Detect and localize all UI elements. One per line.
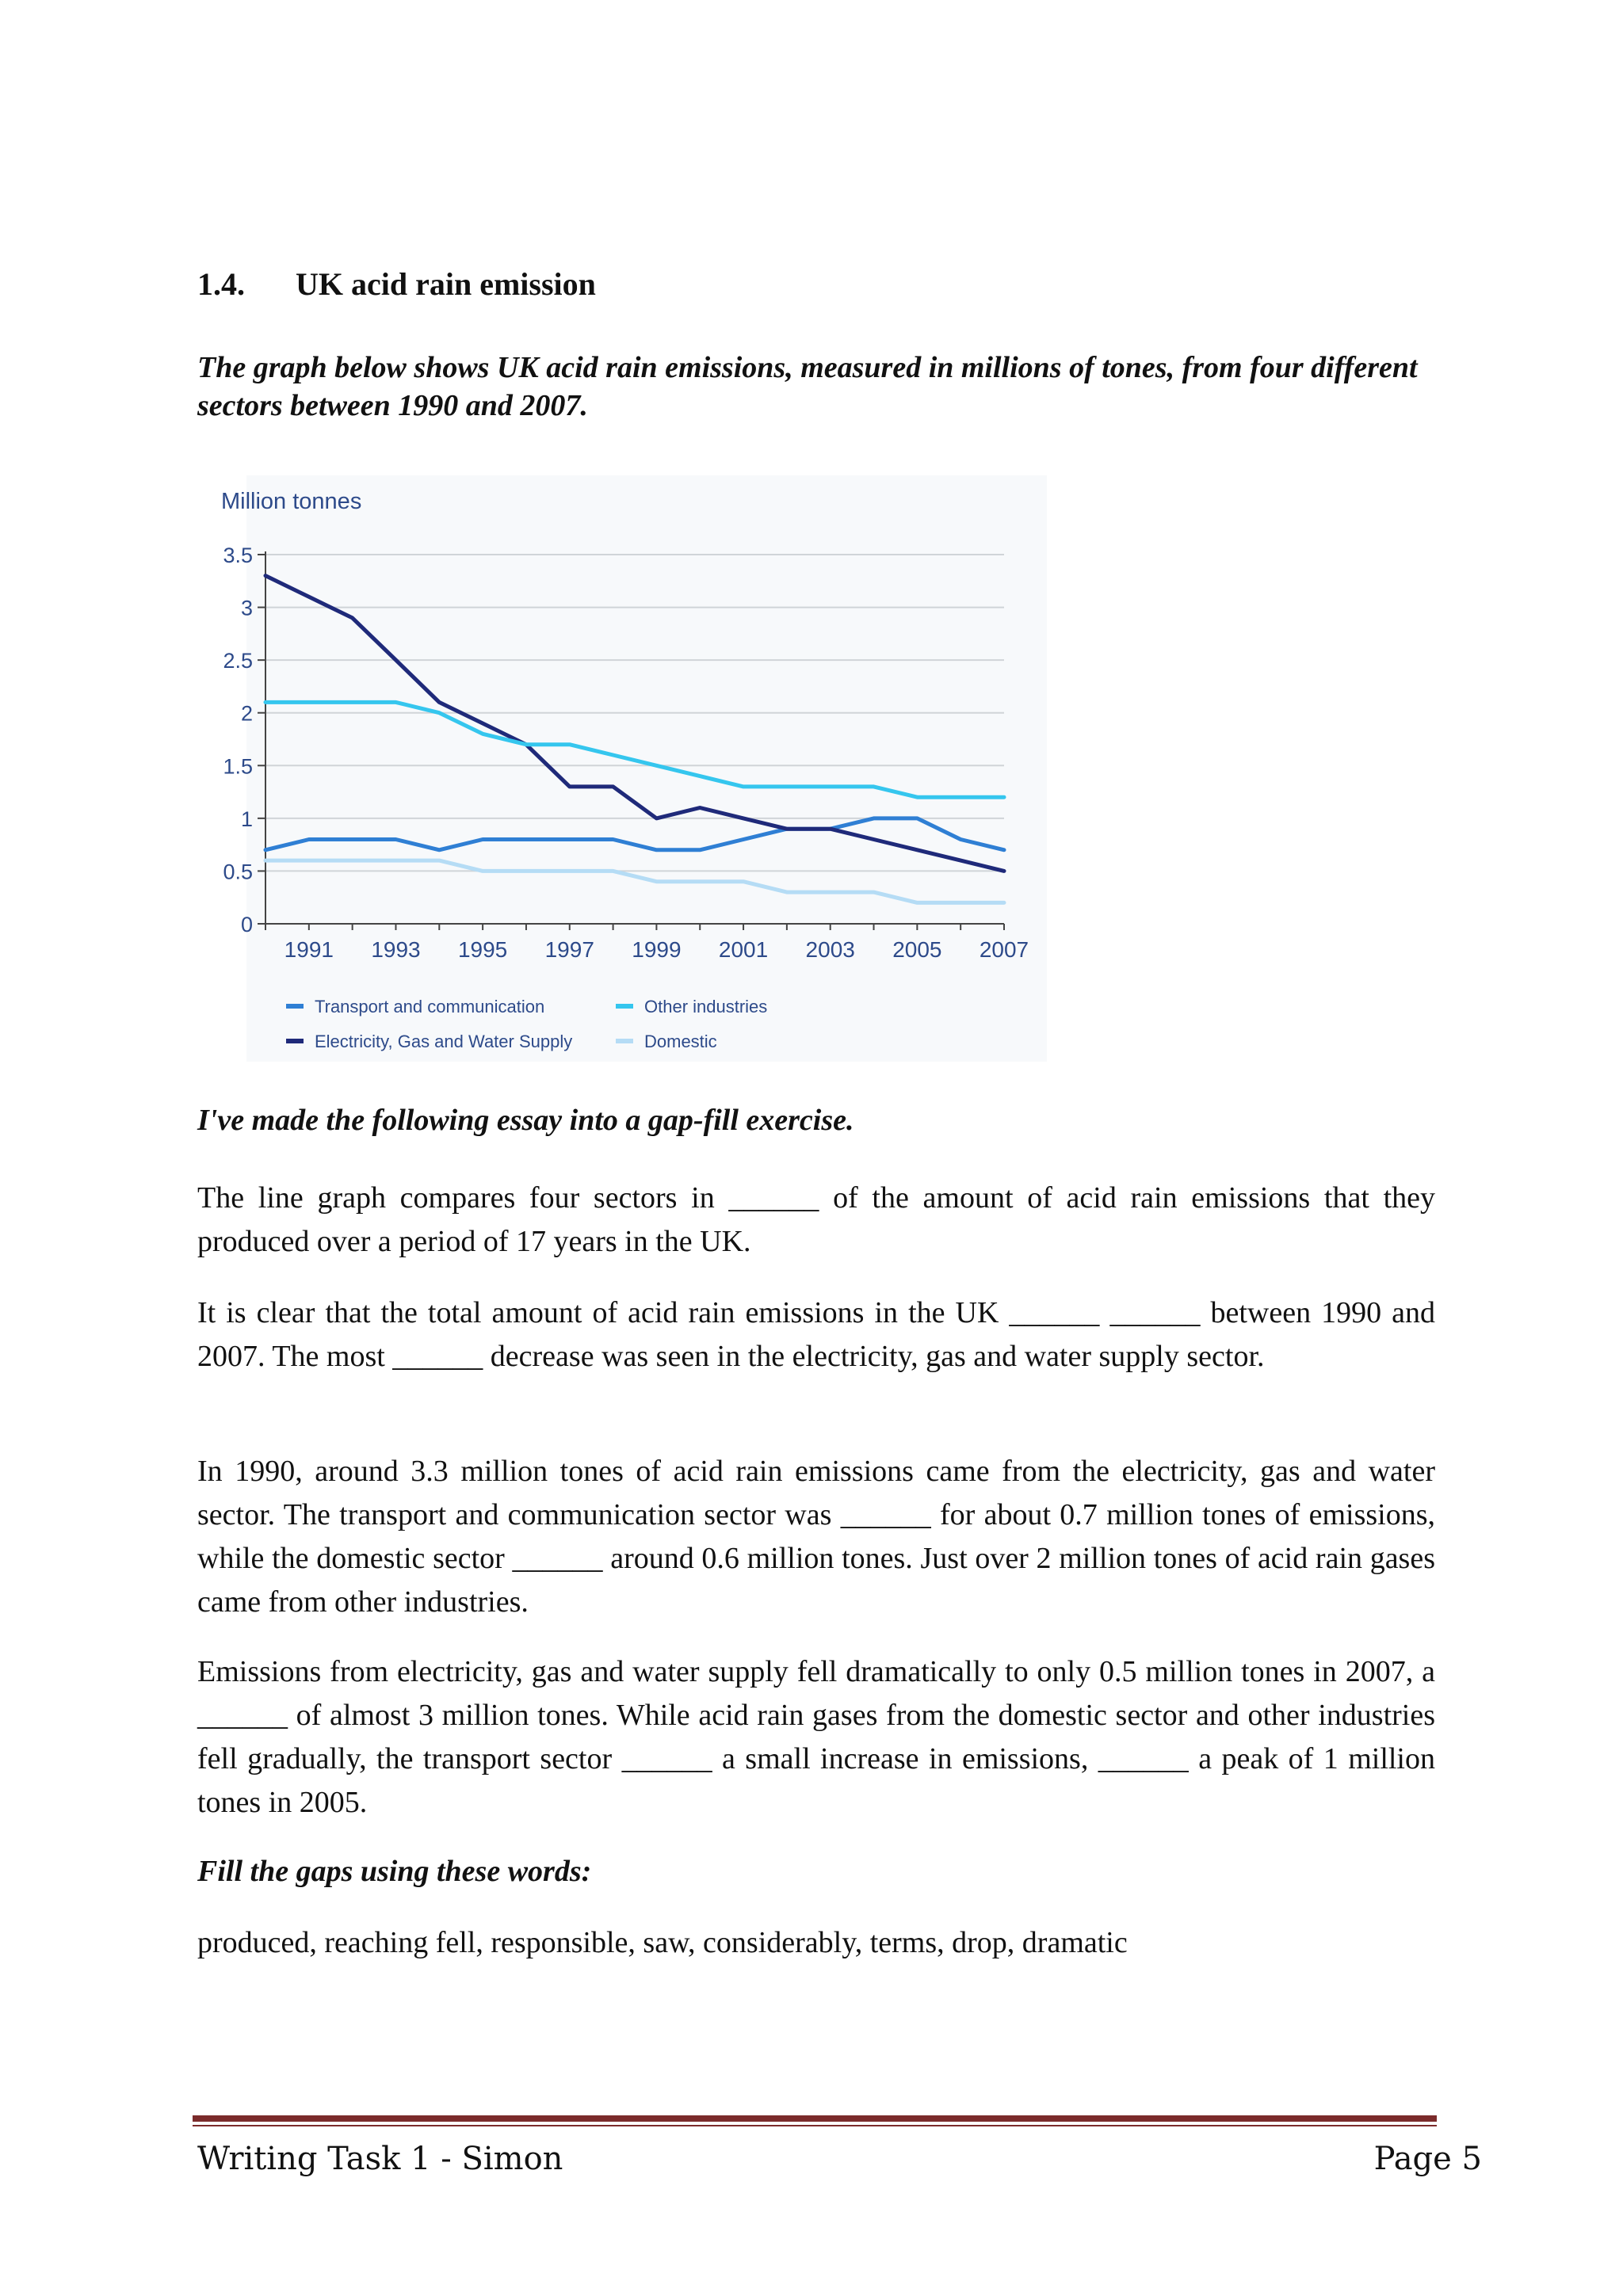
essay-paragraph-4: Emissions from electricity, gas and water supply fell dramatically to only 0.5 million tones in 2007, a ______ of almost 3 million tones. While acid rain gases from the domestic sector and other industries fell gradually, the transport sector ______ a small increase in emissions, ______ a peak of 1 million tones in 2005. <box>197 1655 1435 1819</box>
y-tick-label: 3 <box>240 596 253 620</box>
y-tick-label: 3.5 <box>223 543 253 567</box>
page-number: Page 5 <box>1373 2141 1482 2177</box>
x-tick-label: 1991 <box>284 937 334 962</box>
legend-label: Transport and communication <box>315 997 545 1016</box>
section-title: UK acid rain emission <box>296 266 596 302</box>
chart-svg <box>197 475 1053 1062</box>
task-prompt: The graph below shows UK acid rain emissions, measured in millions of tones, from four different sectors between 1990 and 2007. <box>197 351 1418 422</box>
x-tick-label: 1993 <box>371 937 421 962</box>
x-tick-label: 2005 <box>892 937 942 962</box>
footer-rule-thin <box>193 2125 1437 2126</box>
essay-paragraph-2: It is clear that the total amount of acid rain emissions in the UK ______ ______ between 1990 and 2007. The most ______ decrease was seen in the electricity, gas and water supply sector. <box>197 1296 1435 1373</box>
x-tick-label: 1997 <box>544 937 594 962</box>
fill-heading: Fill the gaps using these words: <box>197 1855 592 1888</box>
legend-label: Other industries <box>644 997 768 1016</box>
y-tick-label: 2.5 <box>223 649 253 673</box>
section-heading <box>197 265 596 303</box>
chart-background <box>246 475 1047 1062</box>
y-tick-label: 1.5 <box>223 754 253 779</box>
x-tick-label: 2007 <box>979 937 1029 962</box>
footer-rule <box>193 2115 1437 2122</box>
exercise-note: I've made the following essay into a gap-fill exercise. <box>197 1104 854 1137</box>
legend-label: Domestic <box>644 1032 717 1051</box>
essay-paragraph-3: In 1990, around 3.3 million tones of acid rain emissions came from the electricity, gas and water sector. The transport and communication sector was ______ for about 0.7 million tones of emissions, while the domestic sector ______ around 0.6 million tones. Just over 2 million tones of acid rain gases came from other industries. <box>197 1455 1435 1619</box>
word-bank: produced, reaching fell, responsible, saw, considerably, terms, drop, dramatic <box>197 1926 1128 1959</box>
x-tick-label: 2001 <box>718 937 769 962</box>
y-tick-label: 0 <box>240 913 253 936</box>
line-chart <box>197 475 1053 1062</box>
section-number: 1.4. <box>197 266 245 302</box>
x-tick-label: 1995 <box>457 937 508 962</box>
x-tick-label: 1999 <box>632 937 682 962</box>
y-tick-label: 1 <box>240 807 253 831</box>
legend-label: Electricity, Gas and Water Supply <box>315 1032 573 1051</box>
footer-title: Writing Task 1 - Simon <box>197 2141 563 2177</box>
x-tick-label: 2003 <box>805 937 855 962</box>
y-axis-label: Million tonnes <box>221 489 362 514</box>
y-tick-label: 0.5 <box>223 860 253 884</box>
y-tick-label: 2 <box>240 701 253 726</box>
essay-paragraph-1: The line graph compares four sectors in ______ of the amount of acid rain emissions that they produced over a period of 17 years in the UK. <box>197 1181 1435 1258</box>
